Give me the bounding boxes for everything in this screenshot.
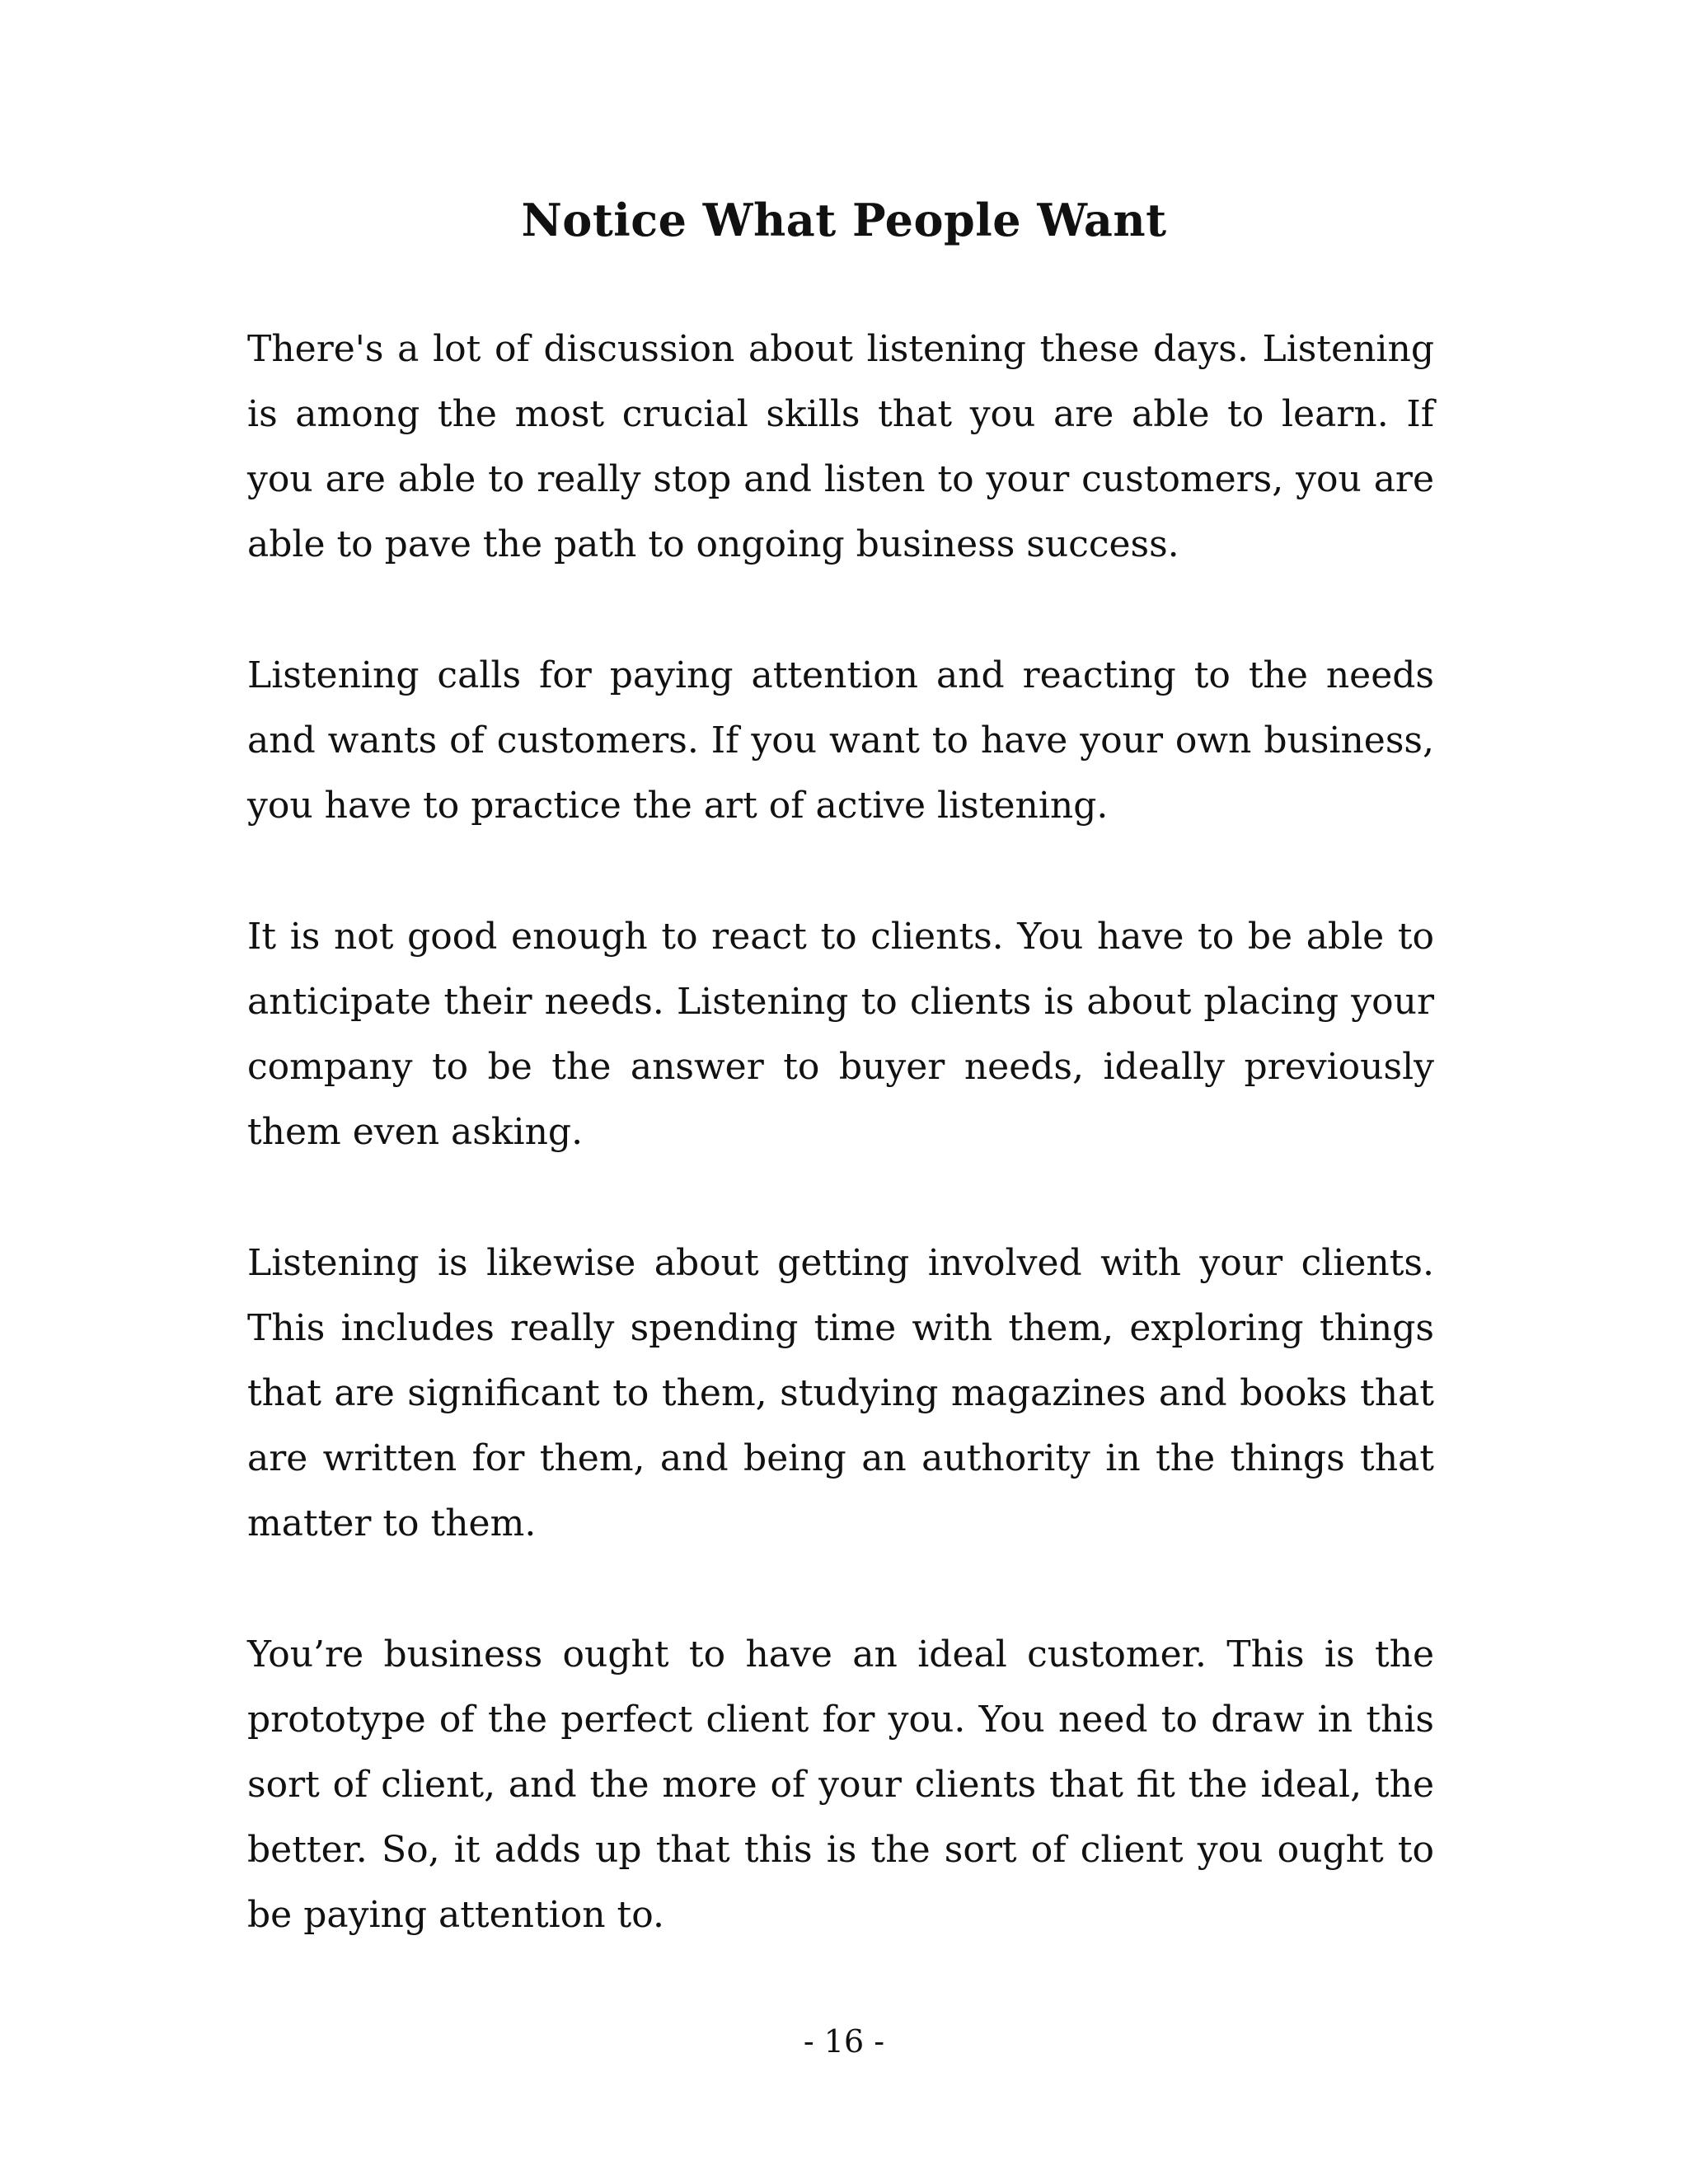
page-title: Notice What People Want — [521, 194, 1167, 246]
document-body — [247, 316, 1434, 2013]
paragraph-3: It is not good enough to react to clients. You have to be able to anticipate their needs. Listening to clients is about placing your company to be the answer to buyer needs, ideally previously them even asking. — [247, 916, 1434, 1153]
paragraph-2: Listening calls for paying attention and reacting to the needs and wants of customers. If you want to have your own business, you have to practice the art of active listening. — [247, 654, 1434, 827]
paragraph-5: You’re business ought to have an ideal customer. This is the prototype of the perfect client for you. You need to draw in this sort of client, and the more of your clients that fit the ideal, the better. So, it adds up that this is the sort of client you ought to be paying attention to. — [247, 1633, 1434, 1936]
page-number: - 16 - — [803, 2023, 885, 2060]
paragraph-4: Listening is likewise about getting involved with your clients. This includes really spending time with them, exploring things that are significant to them, studying magazines and books that are written for them, and being an authority in the things that matter to them. — [247, 1242, 1434, 1544]
paragraph-1: There's a lot of discussion about listening these days. Listening is among the most crucial skills that you are able to learn. If you are able to really stop and listen to your customers, you are able to pave the path to ongoing business success. — [247, 328, 1434, 565]
